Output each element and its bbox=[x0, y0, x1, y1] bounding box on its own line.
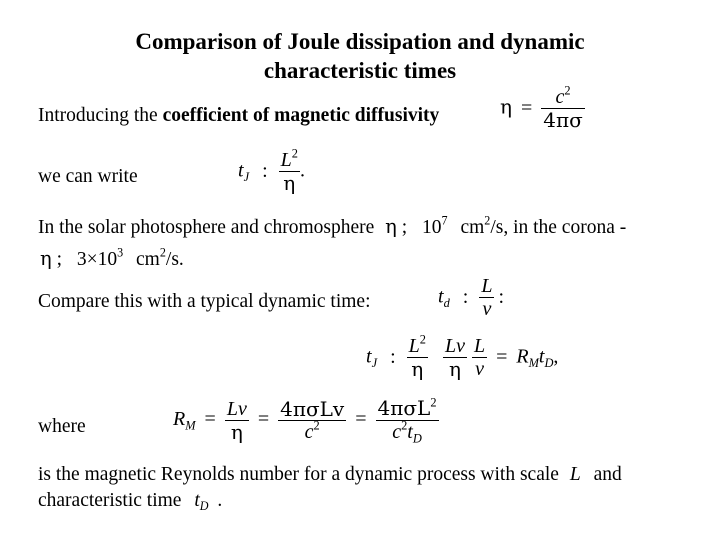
joule-time-formula bbox=[238, 146, 305, 195]
eta-photosphere: η bbox=[385, 215, 397, 238]
eq1-f3-num: L bbox=[473, 335, 486, 357]
td-t: t bbox=[438, 285, 444, 308]
num-c: c bbox=[555, 86, 565, 108]
tj-fraction bbox=[279, 146, 300, 195]
photosphere-value: 10 bbox=[422, 217, 442, 238]
photosphere-text: In the solar photosphere and chromosphere bbox=[38, 217, 375, 238]
intro-lead: Introducing the bbox=[38, 105, 163, 126]
rm-equals-1: = bbox=[204, 408, 216, 431]
reynolds-equation bbox=[173, 395, 439, 446]
reynolds-description-line-2 bbox=[38, 490, 223, 514]
tj-t: t bbox=[238, 159, 244, 182]
dynamic-time-formula bbox=[438, 276, 504, 320]
rm-f1-den: η bbox=[225, 420, 249, 443]
title-line-1: Comparison of Joule dissipation and dynamic bbox=[135, 29, 585, 54]
compare-text: Compare this with a typical dynamic time: bbox=[38, 291, 371, 312]
tj-num-exp: 2 bbox=[291, 146, 298, 161]
rm-fraction-2 bbox=[278, 396, 346, 443]
equals-sign: = bbox=[520, 96, 533, 119]
den-4pisigma: 4πσ bbox=[543, 108, 583, 132]
tj-sub: J bbox=[243, 169, 250, 184]
rm-f2-num: 4πσLv bbox=[280, 396, 345, 421]
photosphere-unit: cm bbox=[460, 217, 485, 238]
tj-relation: : bbox=[262, 159, 268, 182]
char-time-sub: D bbox=[199, 499, 209, 514]
eq1-rm: R bbox=[516, 345, 529, 368]
eq1-td: t bbox=[538, 345, 545, 368]
rm-sub: M bbox=[185, 418, 196, 433]
where-text: where bbox=[38, 416, 86, 437]
intro-text bbox=[38, 106, 439, 126]
diffusivity-fraction bbox=[541, 83, 585, 132]
rm-f1-num: Lv bbox=[226, 397, 247, 420]
eq1-f2-den: η bbox=[443, 357, 467, 380]
rm-f2-den-exp: 2 bbox=[313, 417, 320, 432]
joule-ratio-equation bbox=[366, 332, 559, 381]
corona-unit-exp: 2 bbox=[159, 245, 166, 260]
scale-L: L bbox=[569, 464, 581, 485]
title-line-2: characteristic times bbox=[263, 58, 457, 83]
rm-f3-den-t: t bbox=[407, 421, 413, 443]
tj-period: . bbox=[299, 159, 305, 182]
photosphere-exp: 7 bbox=[441, 213, 448, 228]
eq1-fraction-1 bbox=[407, 332, 428, 381]
reynolds-description-line-1 bbox=[38, 465, 622, 485]
rm-equals-3: = bbox=[355, 408, 367, 431]
corona-value: 3×10 bbox=[76, 249, 118, 270]
approx-photosphere: ; bbox=[401, 217, 408, 238]
rm-fraction-1 bbox=[225, 399, 249, 443]
photosphere-tail: /s, in the corona - bbox=[490, 217, 627, 238]
intro-bold-term: coefficient of magnetic diffusivity bbox=[162, 105, 440, 126]
eq1-fraction-3 bbox=[472, 336, 487, 380]
rm-f2-den: c bbox=[304, 420, 314, 443]
eq1-f3-den: v bbox=[472, 357, 487, 380]
characteristic-time-text: characteristic time bbox=[38, 490, 182, 511]
td-relation: : bbox=[462, 285, 469, 308]
corona-exp: 3 bbox=[117, 245, 124, 260]
eq1-td-sub: D bbox=[544, 355, 554, 370]
tj-den: η bbox=[279, 171, 300, 194]
rm-r: R bbox=[173, 408, 186, 431]
rm-f3-den-sub: D bbox=[412, 431, 422, 446]
rm-f3-den-c: c bbox=[392, 421, 402, 443]
tj-num: L bbox=[280, 149, 292, 171]
corona-tail: /s. bbox=[165, 249, 184, 270]
eq1-t-sub: J bbox=[371, 355, 378, 370]
char-time-t: t bbox=[194, 490, 200, 511]
rm-fraction-3 bbox=[376, 395, 439, 446]
final-period: . bbox=[217, 490, 223, 511]
td-num: L bbox=[481, 275, 493, 297]
td-sub: d bbox=[443, 295, 450, 310]
photosphere-line bbox=[38, 213, 627, 238]
eta-corona: η bbox=[40, 247, 52, 270]
eq1-equals: = bbox=[496, 345, 508, 368]
rm-f3-num: 4πσL bbox=[377, 396, 431, 420]
eq1-f1-den: η bbox=[407, 357, 428, 380]
td-fraction bbox=[479, 276, 494, 320]
eq1-fraction-2 bbox=[443, 336, 467, 380]
we-can-write-text: we can write bbox=[38, 166, 138, 187]
rm-f3-den-exp: 2 bbox=[401, 418, 408, 433]
photosphere-unit-exp: 2 bbox=[484, 213, 491, 228]
eq1-comma: , bbox=[553, 345, 559, 368]
eq1-t: t bbox=[366, 345, 372, 368]
eq1-relation: : bbox=[390, 345, 396, 368]
rm-f3-num-exp: 2 bbox=[430, 395, 437, 410]
num-exp: 2 bbox=[564, 83, 571, 98]
reynolds-text: is the magnetic Reynolds number for a dynamic process with scale bbox=[38, 464, 559, 485]
eq1-rm-sub: M bbox=[528, 355, 539, 370]
and-text: and bbox=[593, 464, 622, 485]
eq1-f1-num: L bbox=[408, 335, 420, 357]
rm-equals-2: = bbox=[257, 408, 270, 431]
td-den: v bbox=[479, 297, 494, 320]
td-colon: : bbox=[498, 285, 505, 308]
corona-unit: cm bbox=[136, 249, 160, 270]
eq1-f1-num-exp: 2 bbox=[419, 332, 426, 347]
approx-corona: ; bbox=[56, 249, 62, 270]
diffusivity-formula bbox=[500, 83, 585, 132]
eta-symbol: η bbox=[500, 94, 512, 119]
corona-line bbox=[40, 245, 184, 270]
eq1-f2-num: Lv bbox=[444, 335, 465, 357]
